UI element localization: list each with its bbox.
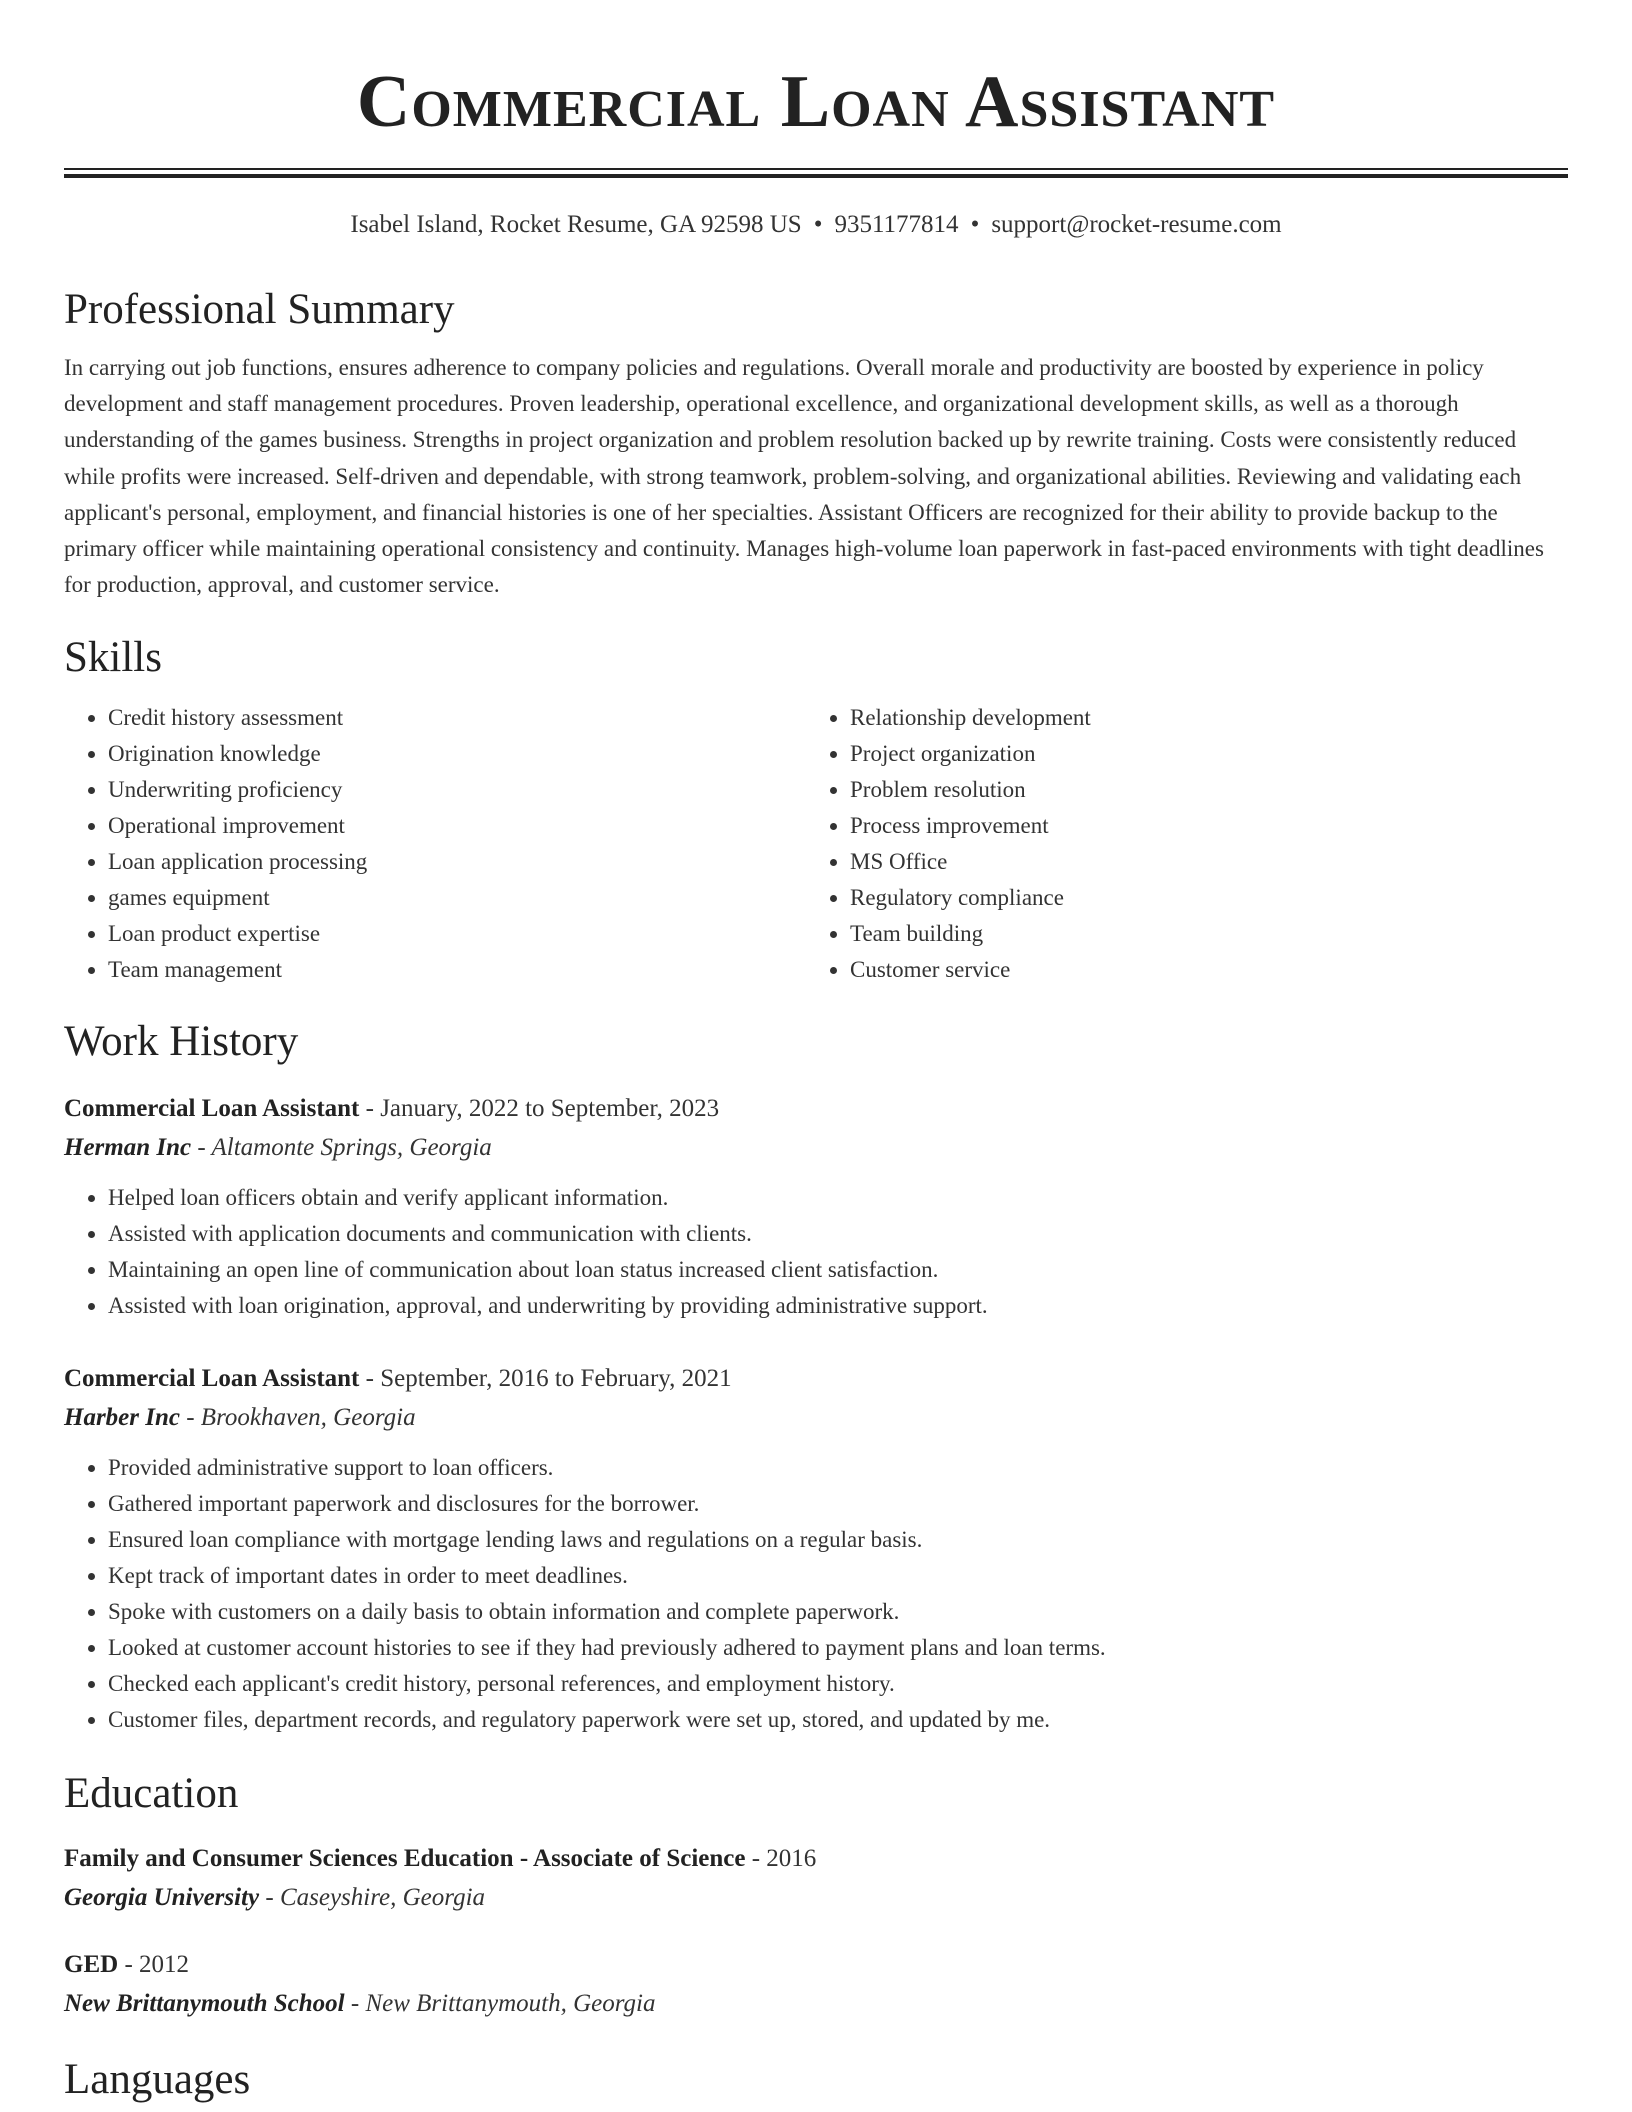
skill-item: • Regulatory compliance	[850, 880, 1566, 916]
job-duty: • Looked at customer account histories to see if they had previously adhered to payment plans and loan terms.	[108, 1630, 1568, 1666]
job-duties	[64, 1450, 1568, 1738]
job-entry	[64, 1090, 1568, 1324]
education-entry	[64, 1840, 1568, 1918]
summary-text: In carrying out job functions, ensures adherence to company policies and regulations. Overall morale and productivity are boosted by experience in policy development and staff management procedures. Proven leadership, operational excellence, and organizational development skills, as well as a thorough understanding of the games business. Strengths in project organization and problem resolution backed up by rewrite training. Costs were consistently reduced while profits were increased. Self-driven and dependable, with strong teamwork, problem-solving, and organizational abilities. Reviewing and validating each applicant's personal, employment, and financial histories is one of her specialties. Assistant Officers are recognized for their ability to provide backup to the primary officer while maintaining operational consistency and continuity. Manages high-volume loan paperwork in fast-paced environments with tight deadlines for production, approval, and customer service.	[64, 355, 1544, 598]
job-duty: • Spoke with customers on a daily basis to obtain information and complete paperwork.	[108, 1594, 1568, 1630]
section-heading-education: Education	[64, 1770, 239, 1818]
resume-title: Commercial Loan Assistant	[356, 61, 1276, 143]
skill-item: • Relationship development	[850, 700, 1566, 736]
contact-address: Isabel Island, Rocket Resume, GA 92598 US	[350, 211, 802, 238]
job-duties	[64, 1180, 1568, 1324]
education-year: - 2016	[745, 1845, 817, 1873]
education-degree: Family and Consumer Sciences Education - Associate of Science	[64, 1845, 746, 1873]
skill-item: • Process improvement	[850, 808, 1566, 844]
section-heading-languages: Languages	[64, 2056, 251, 2104]
education-degree: GED	[64, 1951, 119, 1979]
skill-item: • Credit history assessment	[108, 700, 806, 736]
contact-separator: •	[970, 211, 980, 238]
job-duty: • Assisted with loan origination, approval, and underwriting by providing administrative support.	[108, 1288, 1568, 1324]
contact-separator: •	[813, 211, 823, 238]
skill-item: • Loan application processing	[108, 844, 806, 880]
job-duty: • Customer files, department records, and regulatory paperwork were set up, stored, and updated by me.	[108, 1702, 1568, 1738]
education-institution	[64, 1984, 1568, 2024]
education-header	[64, 1946, 1568, 1984]
skill-item: • MS Office	[850, 844, 1566, 880]
job-duty: • Maintaining an open line of communication about loan status increased client satisfaction.	[108, 1252, 1568, 1288]
title-divider	[64, 168, 1568, 178]
contact-line	[64, 208, 1568, 242]
job-entry	[64, 1360, 1568, 1738]
skill-item: • Loan product expertise	[108, 916, 806, 952]
skill-item: • Team management	[108, 952, 806, 988]
job-title: Commercial Loan Assistant	[64, 1365, 360, 1393]
skills-list	[64, 700, 1568, 988]
job-company: Herman Inc	[64, 1134, 192, 1162]
skill-item: • Customer service	[850, 952, 1566, 988]
contact-email: support@rocket-resume.com	[991, 211, 1282, 238]
skill-item: • games equipment	[108, 880, 806, 916]
education-year: - 2012	[118, 1951, 190, 1979]
job-employer	[64, 1398, 1568, 1438]
skill-item: • Underwriting proficiency	[108, 772, 806, 808]
job-duty: • Assisted with application documents and communication with clients.	[108, 1216, 1568, 1252]
section-heading-summary: Professional Summary	[64, 286, 455, 333]
job-duty: • Provided administrative support to loan officers.	[108, 1450, 1568, 1486]
job-duty: • Checked each applicant's credit history, personal references, and employment history.	[108, 1666, 1568, 1702]
job-header	[64, 1360, 1568, 1398]
job-dates: - January, 2022 to September, 2023	[359, 1095, 720, 1123]
education-location: - Caseyshire, Georgia	[259, 1884, 486, 1912]
skills-column-right	[806, 700, 1566, 988]
education-institution	[64, 1878, 1568, 1918]
skills-column-left	[64, 700, 806, 988]
job-duty: • Helped loan officers obtain and verify applicant information.	[108, 1180, 1568, 1216]
education-school: New Brittanymouth School	[64, 1990, 345, 2018]
skill-item: • Project organization	[850, 736, 1566, 772]
education-header	[64, 1840, 1568, 1878]
skill-item: • Team building	[850, 916, 1566, 952]
education-location: - New Brittanymouth, Georgia	[344, 1990, 656, 2018]
job-duty: • Kept track of important dates in order to meet deadlines.	[108, 1558, 1568, 1594]
job-duty: • Gathered important paperwork and disclosures for the borrower.	[108, 1486, 1568, 1522]
job-location: - Brookhaven, Georgia	[179, 1404, 416, 1432]
education-entry	[64, 1946, 1568, 2024]
skill-item: • Operational improvement	[108, 808, 806, 844]
job-header	[64, 1090, 1568, 1128]
education-school: Georgia University	[64, 1884, 260, 1912]
job-location: - Altamonte Springs, Georgia	[191, 1134, 492, 1162]
job-duty: • Ensured loan compliance with mortgage lending laws and regulations on a regular basis.	[108, 1522, 1568, 1558]
section-heading-skills: Skills	[64, 634, 162, 682]
job-title: Commercial Loan Assistant	[64, 1095, 360, 1123]
skill-item: • Origination knowledge	[108, 736, 806, 772]
section-heading-work-history: Work History	[64, 1018, 299, 1066]
contact-phone: 9351177814	[834, 211, 959, 238]
job-employer	[64, 1128, 1568, 1168]
skill-item: • Problem resolution	[850, 772, 1566, 808]
job-company: Harber Inc	[64, 1404, 180, 1432]
job-dates: - September, 2016 to February, 2021	[359, 1365, 732, 1393]
